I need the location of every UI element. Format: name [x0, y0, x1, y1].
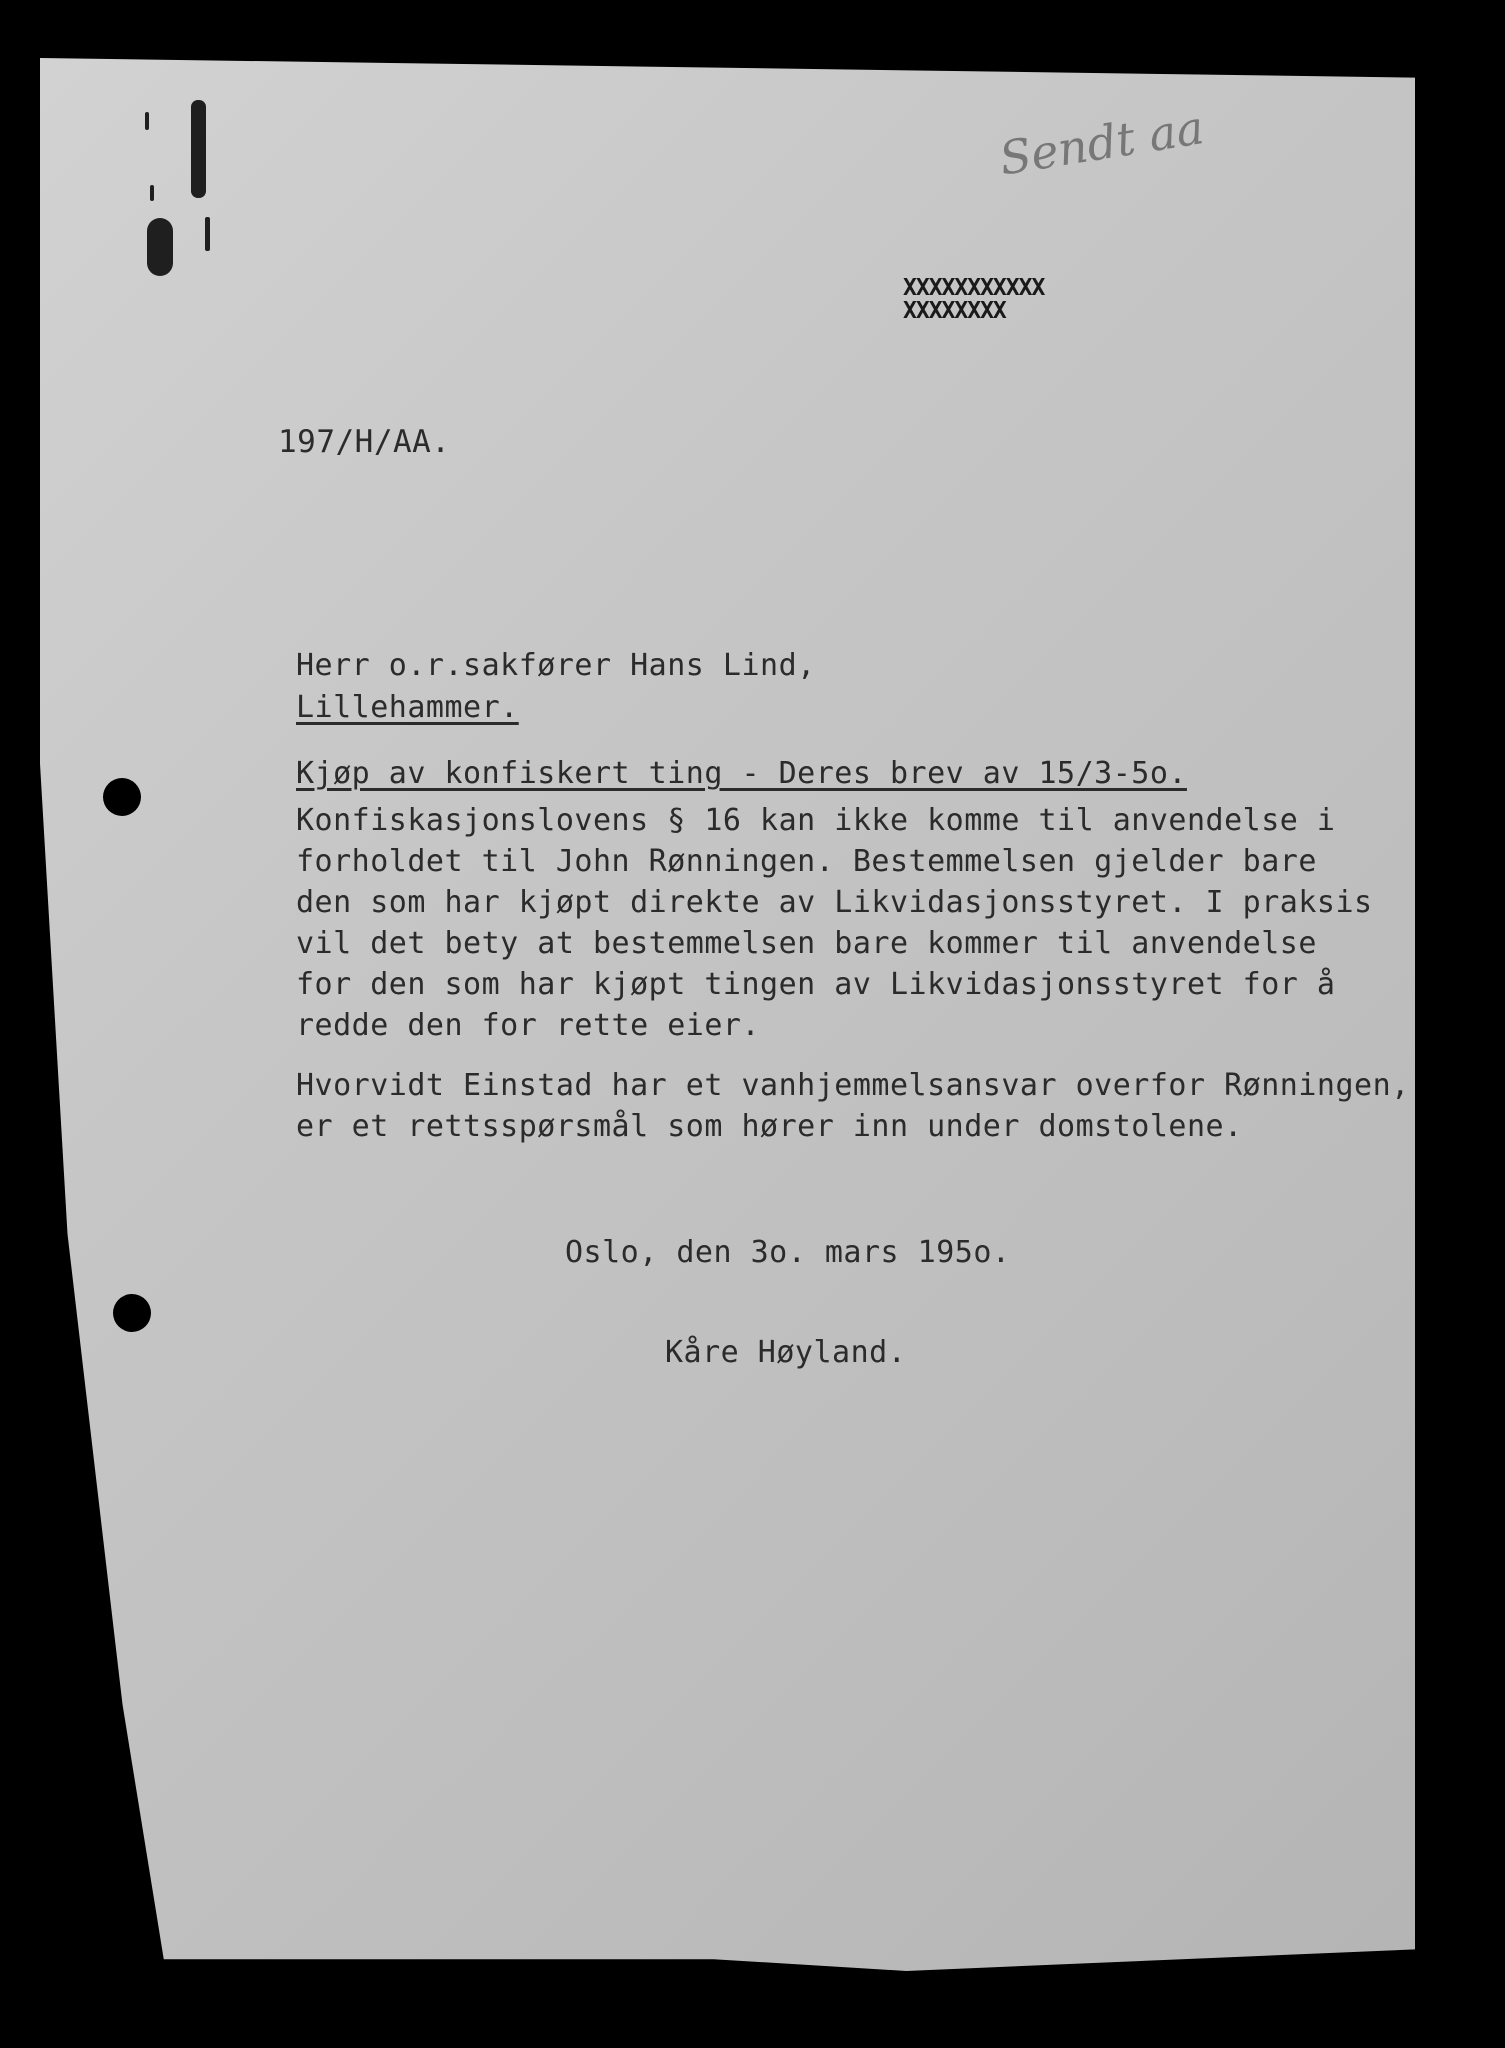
redacted-block [903, 277, 1044, 323]
handwritten-note: Sendt aa [995, 100, 1208, 186]
redacted-line: XXXXXXXXXXX [903, 275, 1045, 301]
dateline: Oslo, den 3o. mars 195o. [565, 1235, 1011, 1270]
body-paragraph-2: Hvorvidt Einstad har et vanhjemmelsansvar overfor Rønningen, er et rettsspørsmål som hører inn under domstolene. [296, 1068, 1410, 1144]
punch-hole [113, 1294, 151, 1332]
signature: Kåre Høyland. [665, 1335, 907, 1370]
addressee-city: Lillehammer. [296, 690, 519, 725]
ink-mark [205, 217, 210, 251]
addressee-block [296, 645, 816, 729]
ink-mark [145, 112, 149, 130]
redacted-line: XXXXXXXX [903, 298, 1006, 324]
addressee-name: Herr o.r.sakfører Hans Lind, [296, 648, 816, 683]
ink-mark [150, 185, 154, 201]
ink-mark [191, 100, 206, 198]
reference-number: 197/H/AA. [278, 424, 451, 460]
ink-mark [147, 218, 173, 276]
punch-hole [103, 778, 141, 816]
body-paragraph-1: Konfiskasjonslovens § 16 kan ikke komme til anvendelse i forholdet til John Rønningen. Bestemmelsen gjelder bare den som har kjøpt direkte av Likvidasjonsstyret. I praksis vil det bety at bestemmelsen bare kommer til anvendelse for den som har kjøpt tingen av Likvidasjonsstyret for å redde den for rette eier. [296, 803, 1373, 1043]
subject-line: Kjøp av konfiskert ting - Deres brev av 15/3-5o. [296, 756, 1187, 791]
